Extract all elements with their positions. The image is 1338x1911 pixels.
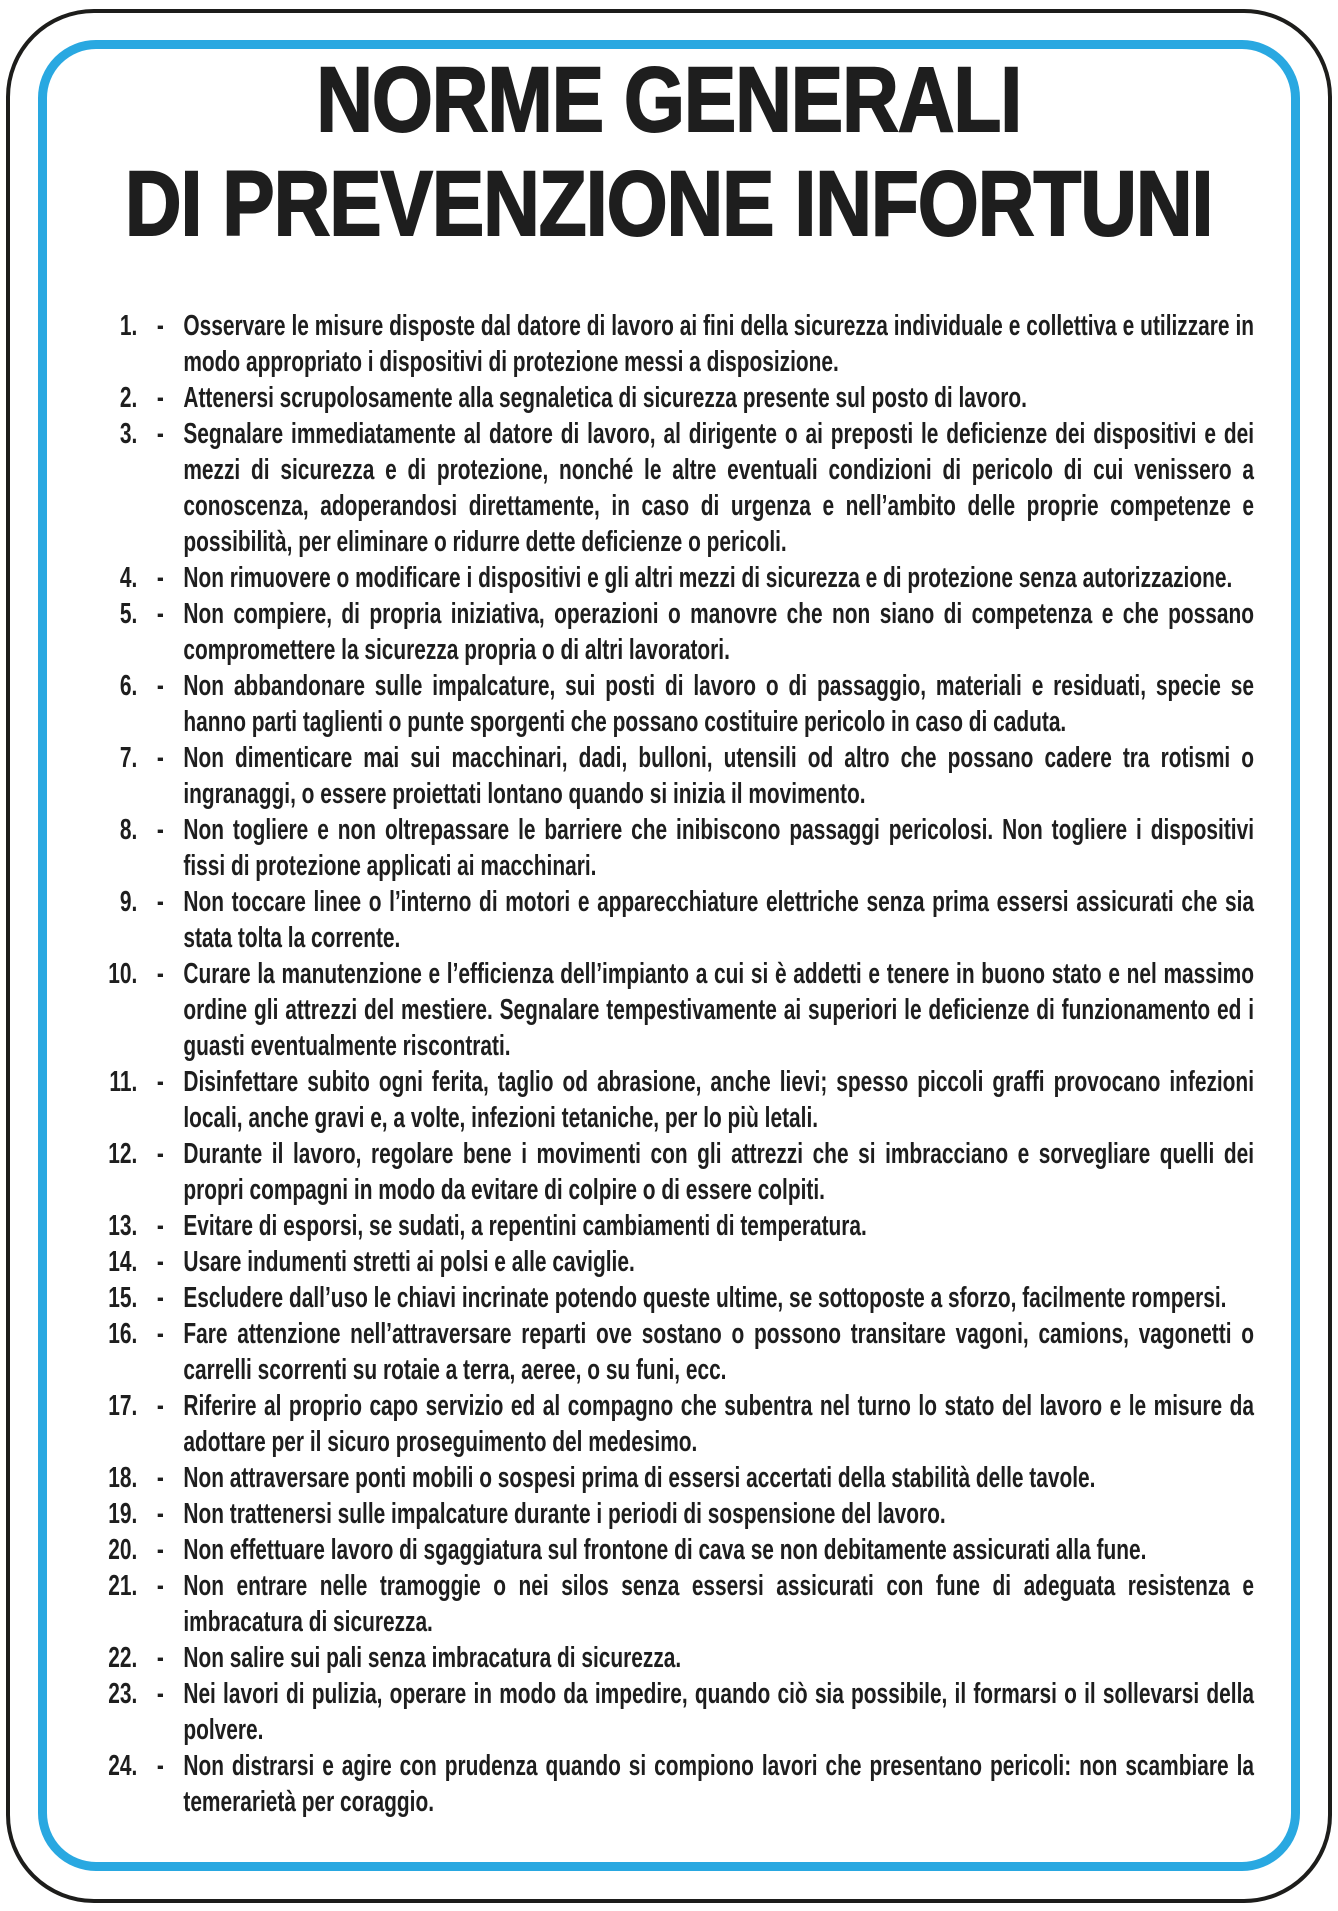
rule-separator: -: [156, 562, 164, 594]
rule-separator: -: [156, 670, 164, 702]
rule-text: Segnalare immediatamente al datore di lavoro, al dirigente o ai preposti le deficienze dei dispositivi e dei mezzi di sicurezza e di protezione, nonché le altre eventuali condizioni di pericolo di cui venissero a conoscenza, adoperandosi direttamente, in caso di urgenza e nell’ambito delle proprie competenze e possibilità, per eliminare o ridurre dette deficienze o pericoli.: [183, 418, 1255, 558]
rule-item: [84, 416, 1254, 560]
rule-text: Non distrarsi e agire con prudenza quando si compiono lavori che presentano pericoli: non scambiare la temerarietà per coraggio.: [183, 1750, 1255, 1818]
rule-separator: -: [156, 1498, 164, 1530]
rule-separator: -: [156, 958, 164, 990]
rule-separator: -: [156, 1642, 164, 1674]
rule-separator: -: [156, 1390, 164, 1422]
rule-separator: -: [156, 886, 164, 918]
rule-separator: -: [156, 382, 164, 414]
rule-number: 2.: [119, 382, 138, 414]
rule-item: [84, 1064, 1254, 1136]
rule-item: [84, 1676, 1254, 1748]
rule-item: [84, 1460, 1254, 1496]
rule-item: [84, 560, 1254, 596]
title-line-1: NORME GENERALI: [316, 49, 1022, 151]
rule-item: [84, 1136, 1254, 1208]
rule-item: [84, 884, 1254, 956]
rule-separator: -: [156, 1210, 164, 1242]
rule-text: Riferire al proprio capo servizio ed al compagno che subentra nel turno lo stato del lavoro e le misure da adottare per il sicuro proseguimento del medesimo.: [183, 1390, 1255, 1458]
rule-item: [84, 1532, 1254, 1568]
rule-item: [84, 308, 1254, 380]
rule-text: Non rimuovere o modificare i dispositivi e gli altri mezzi di sicurezza e di protezione senza autorizzazione.: [183, 562, 1233, 594]
rule-separator: -: [156, 1138, 164, 1170]
rule-number: 17.: [108, 1390, 138, 1422]
rule-separator: -: [156, 1678, 164, 1710]
rule-text: Non toccare linee o l’interno di motori e apparecchiature elettriche senza prima essersi assicurati che sia stata tolta la corrente.: [183, 886, 1255, 954]
rule-item: [84, 1244, 1254, 1280]
rule-item: [84, 1388, 1254, 1460]
rule-separator: -: [156, 598, 164, 630]
rule-separator: -: [156, 1570, 164, 1602]
rule-item: [84, 1496, 1254, 1532]
rule-text: Evitare di esporsi, se sudati, a repentini cambiamenti di temperatura.: [183, 1210, 867, 1242]
rule-separator: -: [156, 1534, 164, 1566]
rule-number: 9.: [119, 886, 138, 918]
rule-item: [84, 740, 1254, 812]
rule-number: 13.: [108, 1210, 138, 1242]
rule-text: Non trattenersi sulle impalcature durante i periodi di sospensione del lavoro.: [183, 1498, 946, 1530]
rules-list: [84, 308, 1254, 1820]
page-title: [84, 48, 1254, 256]
rule-separator: -: [156, 814, 164, 846]
rule-item: [84, 1748, 1254, 1820]
rule-number: 24.: [108, 1750, 138, 1782]
rule-text: Non entrare nelle tramoggie o nei silos senza essersi assicurati con fune di adeguata resistenza e imbracatura di sicurezza.: [183, 1570, 1255, 1638]
rule-separator: -: [156, 1750, 164, 1782]
title-block: [84, 48, 1254, 256]
rule-item: [84, 596, 1254, 668]
rule-number: 15.: [108, 1282, 138, 1314]
rule-text: Durante il lavoro, regolare bene i movimenti con gli attrezzi che si imbracciano e sorvegliare quelli dei propri compagni in modo da evitare di colpire o di essere colpiti.: [183, 1138, 1255, 1206]
rule-item: [84, 1316, 1254, 1388]
rule-number: 19.: [108, 1498, 138, 1530]
rules-block: [84, 308, 1254, 1820]
rule-number: 10.: [108, 958, 138, 990]
rule-text: Escludere dall’uso le chiavi incrinate potendo queste ultime, se sottoposte a sforzo, facilmente rompersi.: [183, 1282, 1227, 1314]
rule-text: Disinfettare subito ogni ferita, taglio od abrasione, anche lievi; spesso piccoli graffi provocano infezioni locali, anche gravi e, a volte, infezioni tetaniche, per lo più letali.: [183, 1066, 1255, 1134]
rule-number: 3.: [119, 418, 138, 450]
title-line-2: DI PREVENZIONE INFORTUNI: [125, 153, 1213, 255]
rule-item: [84, 1208, 1254, 1244]
rule-item: [84, 1640, 1254, 1676]
rule-number: 8.: [119, 814, 138, 846]
rule-item: [84, 956, 1254, 1064]
rule-number: 22.: [108, 1642, 138, 1674]
rule-number: 1.: [119, 310, 138, 342]
rule-text: Non dimenticare mai sui macchinari, dadi, bulloni, utensili od altro che possano cadere tra rotismi o ingranaggi, o essere proiettati lontano quando si inizia il movimento.: [183, 742, 1255, 810]
rule-separator: -: [156, 1066, 164, 1098]
rule-text: Non effettuare lavoro di sgaggiatura sul frontone di cava se non debitamente assicurati alla fune.: [183, 1534, 1147, 1566]
rule-separator: -: [156, 1282, 164, 1314]
rule-number: 16.: [108, 1318, 138, 1350]
rule-text: Osservare le misure disposte dal datore di lavoro ai fini della sicurezza individuale e collettiva e utilizzare in modo appropriato i dispositivi di protezione messi a disposizione.: [183, 310, 1255, 378]
rule-number: 20.: [108, 1534, 138, 1566]
rule-number: 7.: [119, 742, 138, 774]
rule-number: 6.: [119, 670, 138, 702]
rule-text: Non abbandonare sulle impalcature, sui posti di lavoro o di passaggio, materiali e residuati, specie se hanno parti taglienti o punte sporgenti che possano costituire pericolo in caso di caduta.: [183, 670, 1255, 738]
rule-text: Non togliere e non oltrepassare le barriere che inibiscono passaggi pericolosi. Non togliere i dispositivi fissi di protezione applicati ai macchinari.: [183, 814, 1255, 882]
rule-separator: -: [156, 1318, 164, 1350]
rule-text: Usare indumenti stretti ai polsi e alle caviglie.: [183, 1246, 635, 1278]
rule-number: 18.: [108, 1462, 138, 1494]
rule-item: [84, 1280, 1254, 1316]
rule-item: [84, 668, 1254, 740]
rule-item: [84, 812, 1254, 884]
sign-content: [84, 48, 1254, 1820]
rule-separator: -: [156, 742, 164, 774]
rule-number: 14.: [108, 1246, 138, 1278]
rule-item: [84, 380, 1254, 416]
rule-separator: -: [156, 418, 164, 450]
rule-number: 23.: [108, 1678, 138, 1710]
rule-separator: -: [156, 1462, 164, 1494]
rule-number: 21.: [108, 1570, 138, 1602]
rule-text: Nei lavori di pulizia, operare in modo da impedire, quando ciò sia possibile, il formarsi o il sollevarsi della polvere.: [183, 1678, 1255, 1746]
rule-number: 11.: [109, 1066, 138, 1098]
rule-number: 5.: [119, 598, 138, 630]
rule-separator: -: [156, 310, 164, 342]
rule-separator: -: [156, 1246, 164, 1278]
rule-text: Curare la manutenzione e l’efficienza dell’impianto a cui si è addetti e tenere in buono stato e nel massimo ordine gli attrezzi del mestiere. Segnalare tempestivamente ai superiori le deficienze di funzionamento ed i guasti eventualmente riscontrati.: [183, 958, 1255, 1062]
rule-text: Attenersi scrupolosamente alla segnaletica di sicurezza presente sul posto di lavoro.: [183, 382, 1027, 414]
rule-text: Non compiere, di propria iniziativa, operazioni o manovre che non siano di competenza e che possano compromettere la sicurezza propria o di altri lavoratori.: [183, 598, 1255, 666]
rule-item: [84, 1568, 1254, 1640]
rule-number: 4.: [119, 562, 138, 594]
rule-text: Non salire sui pali senza imbracatura di sicurezza.: [183, 1642, 682, 1674]
rule-text: Fare attenzione nell’attraversare reparti ove sostano o possono transitare vagoni, camions, vagonetti o carrelli scorrenti su rotaie a terra, aeree, o su funi, ecc.: [183, 1318, 1255, 1386]
rule-text: Non attraversare ponti mobili o sospesi prima di essersi accertati della stabilità delle tavole.: [183, 1462, 1096, 1494]
rule-number: 12.: [108, 1138, 138, 1170]
